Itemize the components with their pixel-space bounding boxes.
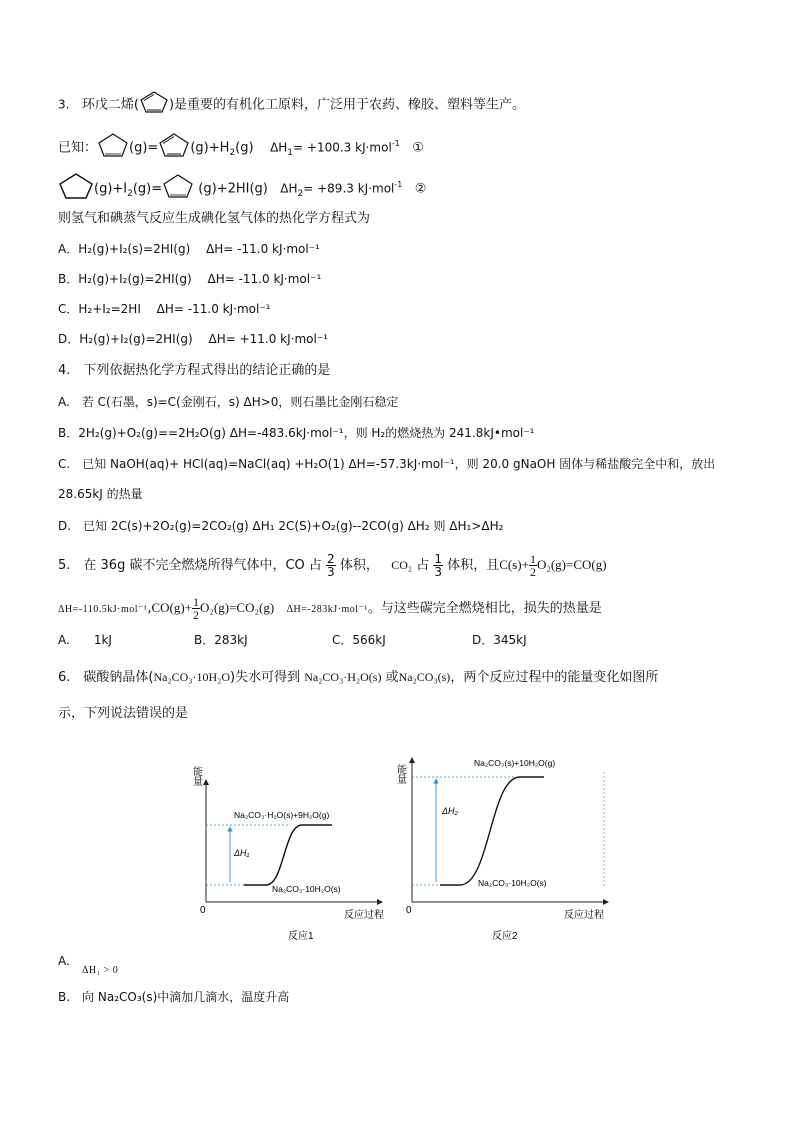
energy-diagram-reaction-2	[394, 752, 610, 944]
q6-stem-line-2: 示，下列说法错误的是	[58, 706, 189, 721]
q3-r1-part-a: (g)=	[129, 140, 159, 156]
q5-eq2-b: O₂(g)=CO₂(g)	[200, 600, 275, 615]
q6-formula-monohydrate: Na₂CO₃·H₂O(s)	[304, 670, 382, 684]
q5-tail: 。与这些碳完全燃烧相比，损失的热量是	[367, 601, 602, 616]
dh1-label: ΔH₁	[234, 848, 250, 858]
q3-r2-part-b: (g)=	[132, 181, 163, 197]
q5-option-c[interactable]: C．566kJ	[332, 633, 386, 647]
q3-r2-marker: ②	[414, 181, 427, 197]
q5-eq1-a: C(s)+	[499, 557, 529, 572]
energy-curve	[244, 825, 332, 885]
q4-option-b[interactable]: B．2H₂(g)+O₂(g)==2H₂O(g) ΔH=-483.6kJ·mol⁻¹，则 H₂的燃烧热为 241.8kJ•mol⁻¹	[58, 426, 535, 440]
x-axis-label: 反应过程	[564, 910, 604, 921]
cyclopentene-icon	[162, 174, 194, 204]
q5-fraction-half-2: $\frac{1}{2}$	[193, 595, 200, 622]
q3-r1-part-b: (g)+H	[190, 140, 230, 156]
cyclopentadiene-icon	[139, 91, 169, 119]
q3-option-a[interactable]: A．H₂(g)+I₂(s)=2HI(g) ΔH= -11.0 kJ·mol⁻¹	[58, 242, 320, 256]
q5-co2: CO₂	[391, 558, 413, 572]
q5-dh1: ΔH=-110.5kJ·mol⁻¹	[58, 604, 148, 615]
q4-option-c[interactable]: C. 已知 NaOH(aq)+ HCl(aq)=NaCl(aq) +H₂O(1) ΔH=-57.3kJ·mol⁻¹，则 20.0 gNaOH 固体与稀盐酸完全中和，放出	[58, 457, 716, 471]
q6-stem-b: )失水可得到	[230, 670, 301, 685]
q3-question: 则氢气和碘蒸气反应生成碘化氢气体的热化学方程式为	[58, 211, 371, 226]
q5-fraction-half: $\frac{1}{2}$	[529, 552, 536, 579]
q3-known-prefix: 已知：	[58, 140, 98, 156]
caption-reaction-1: 反应1	[288, 931, 314, 942]
origin-label: 0	[200, 905, 206, 916]
q5-stem-b: 体积，	[339, 558, 379, 573]
top-level-label: Na₂CO₃·H₂O(s)+9H₂O(g)	[234, 810, 330, 820]
energy-curve	[440, 777, 544, 885]
q3-r1-marker: ①	[412, 140, 424, 156]
q6-stem-a: 6. 碳酸钠晶体(	[58, 670, 154, 685]
q3-stem	[58, 91, 525, 119]
q3-r2-dh-value: = +89.3 kJ·mol	[303, 181, 395, 196]
origin-label: 0	[406, 905, 412, 916]
top-level-label: Na₂CO₃(s)+10H₂O(g)	[474, 758, 556, 768]
q6-stem-line-1	[58, 668, 658, 687]
q6-formula-anhydrous: Na₂CO₃(s)	[398, 670, 451, 684]
q3-reaction-2: $(g)+I_2(g)= (g)+2HI(g)$ $\Delta H_2= +89.3$ kJ·mol$^{-1}$ ②	[58, 173, 426, 205]
q5-stem-line-2: ΔH=-110.5kJ·mol⁻¹,CO(g)+ $\frac{1}{2}$ O₂(g)=CO₂(g) ΔH=-283kJ·mol⁻¹。与这些碳完全燃烧相比，损失的热量是	[58, 595, 602, 622]
q5-eq1-b: O₂(g)=CO(g)	[536, 557, 607, 572]
q6-option-a-letter[interactable]: A.	[58, 954, 70, 968]
q4-stem: 4. 下列依据热化学方程式得出的结论正确的是	[58, 363, 331, 378]
q5-option-d[interactable]: D．345kJ	[472, 633, 527, 647]
q5-dh2: ΔH=-283kJ·mol⁻¹	[286, 604, 368, 615]
q3-option-b[interactable]: B．H₂(g)+I₂(g)=2HI(g) ΔH= -11.0 kJ·mol⁻¹	[58, 272, 322, 286]
q4-option-a[interactable]: A. 若 C(石墨，s)=C(金刚石，s) ΔH>0，则石墨比金刚石稳定	[58, 395, 399, 409]
dh2-label: ΔH₂	[442, 806, 458, 816]
q5-stem-d: 体积，且	[447, 558, 500, 573]
q3-option-d[interactable]: D．H₂(g)+I₂(g)=2HI(g) ΔH= +11.0 kJ·mol⁻¹	[58, 332, 328, 346]
q5-fraction-two-thirds: $\frac{2}{3}$	[327, 552, 335, 579]
energy-diagram-reaction-1	[192, 752, 392, 944]
q3-reaction-1: 已知： $(g)= (g)+H_2(g)$ $\Delta H_1= +100.3$ kJ·mol$^{-1}$ ①	[58, 133, 424, 163]
q5-option-a[interactable]: A. 1kJ	[58, 633, 112, 647]
q3-r2-part-c: (g)+2HI(g)	[198, 181, 268, 197]
y-axis-label: 能量	[394, 764, 406, 784]
q3-number: 3.	[58, 97, 70, 112]
bottom-level-label: Na₂CO₃·10H₂O(s)	[478, 878, 547, 888]
q3-r1-dh-value: = +100.3 kJ·mol	[293, 140, 392, 155]
q5-option-b[interactable]: B．283kJ	[194, 633, 248, 647]
cyclopentadiene-icon	[158, 133, 190, 163]
q3-stem-text-b: )是重要的有机化工原料，广泛用于农药、橡胶、塑料等生产。	[168, 97, 526, 113]
y-axis-label-char-1: 能量	[190, 766, 202, 786]
q3-r2-part-a: (g)+I	[94, 181, 128, 197]
q4-option-c-continued: 28.65kJ 的热量	[58, 487, 143, 501]
q5-stem-a: 5. 在 36g 碳不完全燃烧所得气体中，CO 占	[58, 558, 322, 573]
q5-stem-c: 占	[416, 558, 430, 573]
caption-reaction-2: 反应2	[492, 931, 518, 942]
q6-stem-c: 或	[385, 670, 399, 685]
q6-option-a-formula: ΔH₁ > 0	[82, 965, 119, 976]
q3-stem-text-a: 环戊二烯(	[81, 97, 139, 113]
q4-option-d[interactable]: D. 已知 2C(s)+2O₂(g)=2CO₂(g) ΔH₁ 2C(S)+O₂(g)--2CO(g) ΔH₂ 则 ΔH₁>ΔH₂	[58, 519, 504, 533]
q3-r2-dh: ΔH	[280, 181, 298, 196]
q6-option-b[interactable]: B. 向 Na₂CO₃(s)中滴加几滴水，温度升高	[58, 990, 290, 1004]
q5-eq2-a: CO(g)+	[151, 600, 193, 615]
cyclopentane-icon	[58, 173, 94, 205]
q3-r1-part-c: (g)	[235, 140, 254, 156]
q6-stem-d: ，两个反应过程中的能量变化如图所	[450, 670, 659, 685]
q5-fraction-one-third: $\frac{1}{3}$	[434, 552, 443, 579]
bottom-level-label: Na₂CO₃·10H₂O(s)	[272, 884, 341, 894]
cyclopentene-icon	[97, 133, 129, 163]
x-axis-label: 反应过程	[344, 910, 384, 921]
q3-r1-dh: ΔH	[270, 140, 288, 155]
q6-formula-decahydrate: Na₂CO₃·10H₂O	[153, 670, 231, 684]
q5-stem-line-1	[58, 553, 607, 578]
q3-option-c[interactable]: C．H₂+I₂=2HI ΔH= -11.0 kJ·mol⁻¹	[58, 302, 271, 316]
